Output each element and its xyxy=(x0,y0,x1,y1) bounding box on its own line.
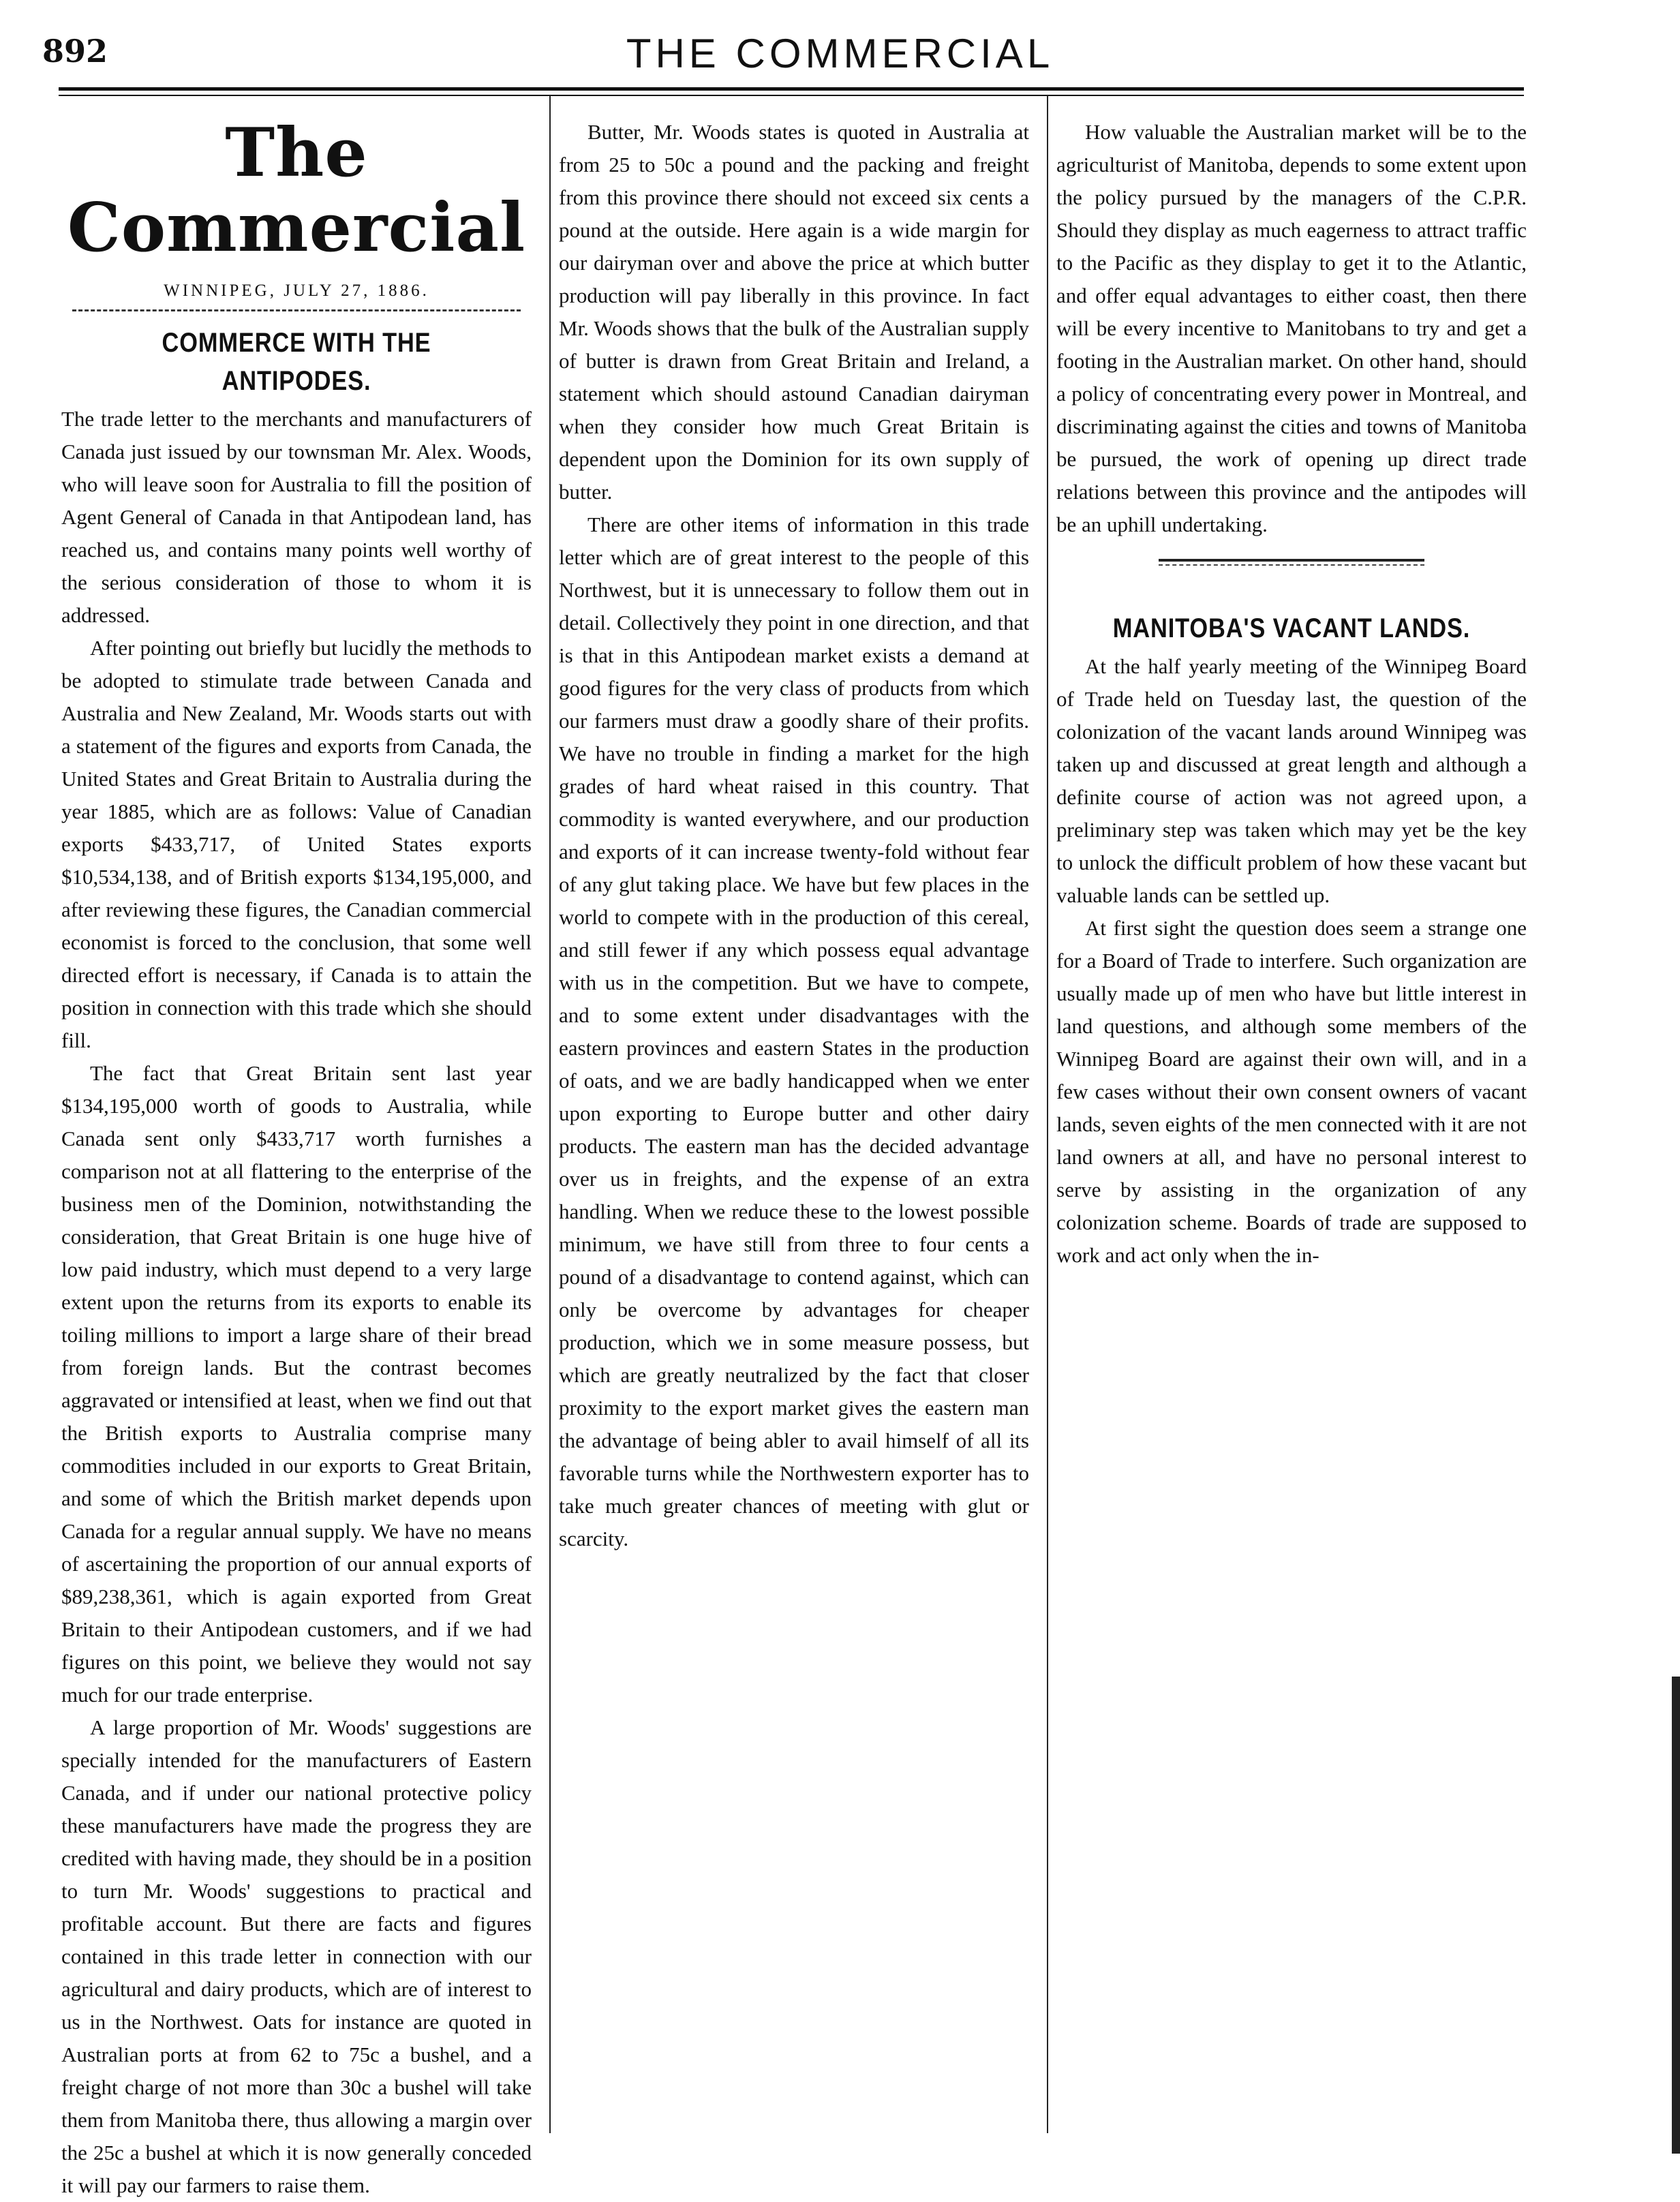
scan-edge-mark xyxy=(1672,1677,1680,2154)
header-rule xyxy=(59,87,1524,96)
article-paragraph: How valuable the Australian market will be to the agriculturist of Manitoba, depends to some extent upon the policy pursued by the managers of the C.P.R. Should they display as much eagerness to attract traffic to the Pacific as they display to get it to the Atlantic, and offer equal advantages to either coast, then there will be every incentive to Manitobans to try and get a footing in the Australian market. On other hand, should a policy of concentrating every power in Montreal, and discriminating against the cities and towns of Manitoba be pursued, the work of opening up direct trade relations between this province and the antipodes will be an uphill undertaking. xyxy=(1056,120,1527,536)
article-paragraph: A large proportion of Mr. Woods' suggestions are specially intended for the manufacturers of Eastern Canada, and if under our national protective policy these manufacturers have made the progress they are credited with having made, they should be in a position to turn Mr. Woods' suggestions to practical and profitable account. But there are facts and figures contained in this trade letter in connection with our agricultural and dairy products, which are of interest to us in the Northwest. Oats for instance are quoted in Australian ports at from 62 to 75c a bushel, and a freight charge of not more than 30c a bushel will take them from Manitoba there, thus allowing a margin over the 25c a bushel at which it is now generally conceded it will pay our farmers to raise them. xyxy=(61,1715,532,2197)
column-rule xyxy=(549,95,551,2133)
article-paragraph: At first sight the question does seem a strange one for a Board of Trade to interfere. Such organization are usually made up of men who have but little interest in land questions, and although some members of the Winnipeg Board are against their own will, and in a few cases without their own consent owners of vacant lands, seven eights of the men connected with it are not land owners at all, and have no personal interest to serve by assisting in the organization of any colonization scheme. Boards of trade are supposed to work and act only when the in- xyxy=(1056,916,1527,1267)
masthead xyxy=(61,116,532,311)
column-1 xyxy=(61,114,532,2197)
article-paragraph: The trade letter to the merchants and manufacturers of Canada just issued by our townsman Mr. Alex. Woods, who will leave soon for Australia to fill the position of Agent General of Canada in that Antipodean land, has reached us, and contains many points well worthy of the serious consideration of those to whom it is addressed. xyxy=(61,407,532,627)
column-2 xyxy=(559,116,1029,2150)
article-paragraph: The fact that Great Britain sent last year $134,195,000 worth of goods to Australia, while Canada sent only $433,717 worth furnishes a comparison not at all flattering to the enterprise of the business men of the Dominion, notwithstanding the consideration, that Great Britain is one huge hive of low paid industry, which must depend to a very large extent upon the returns from its exports to enable its toiling millions to import a large share of their bread from foreign lands. But the contrast becomes aggravated or intensified at least, when we find out that the British exports to Australia comprise many commodities included in our exports to Great Britain, and some of which the British market depends upon Canada for a regular annual supply. We have no means of ascertaining the proportion of our annual exports of $89,238,361, which is again exported from Great Britain to their Antipodean customers, and if we had figures on this point, we believe they would not say much for our trade enterprise. xyxy=(61,1061,532,1707)
running-title: THE COMMERCIAL xyxy=(626,31,1054,76)
masthead-title: The Commercial xyxy=(67,114,526,267)
article-headline: MANITOBA'S VACANT LANDS. xyxy=(1112,613,1471,643)
page-number: 892 xyxy=(42,33,108,70)
article-headline: COMMERCE WITH THE ANTIPODES. xyxy=(162,328,431,396)
article-paragraph: At the half yearly meeting of the Winnipeg Board of Trade held on Tuesday last, the question of the colonization of the vacant lands around Winnipeg was taken up and discussed at great length and although a definite course of action was not agreed upon, a preliminary step was taken which may yet be the key to unlock the difficult problem of how these vacant but valuable lands can be settled up. xyxy=(1056,654,1527,907)
article-paragraph: There are other items of information in this trade letter which are of great interest to the people of this Northwest, but it is unnecessary to follow them out in detail. Collectively they point in one direction, and that is that in this Antipodean market exists a demand at good figures for the very class of products from which our farmers must draw a goodly share of their profits. We have no trouble in finding a market for the high grades of hard wheat raised in this country. That commodity is wanted everywhere, and our production and exports of it can increase twenty-fold without fear of any glut taking place. We have but few places in the world to compete with in the production of this cereal, and still fewer if any which possess equal advantage with us in the competition. But we have to compete, and to some extent under disadvantages with the eastern provinces and eastern States in the production of oats, and we are badly handicapped when we enter upon exporting to Europe butter and other dairy products. The eastern man has the decided advantage over us in freights, and the expense of an extra handling. When we reduce these to the lowest possible minimum, we have still from three to four cents a pound of a disadvantage to contend against, which can only be overcome by advantages for cheaper production, which we in some measure possess, but which are greatly neutralized by the fact that closer proximity to the export market gives the eastern man the advantage of being abler to avail himself of all its favorable turns while the Northwestern exporter has to take much greater chances of meeting with glut or scarcity. xyxy=(559,513,1029,1550)
article-paragraph: After pointing out briefly but lucidly the methods to be adopted to stimulate trade between Canada and Australia and New Zealand, Mr. Woods starts out with a statement of the figures and exports from Canada, the United States and Great Britain to Australia during the year 1885, which are as follows: Value of Canadian exports $433,717, of United States exports $10,534,138, and of British exports $134,195,000, and after reviewing these figures, the Canadian commercial economist is forced to the conclusion, that some well directed effort is necessary, if Canada is to attain the position in connection with this trade which she should fill. xyxy=(61,636,532,1052)
masthead-rule xyxy=(72,309,521,311)
column-rule xyxy=(1047,95,1048,2133)
section-divider xyxy=(1159,559,1424,566)
masthead-dateline: WINNIPEG, JULY 27, 1886. xyxy=(164,281,429,300)
column-3 xyxy=(1056,116,1527,2150)
article-paragraph: Butter, Mr. Woods states is quoted in Australia at from 25 to 50c a pound and the packing and freight from this province there should not exceed six cents a pound at the outside. Here again is a wide margin for our dairyman over and above the price at which butter production will pay liberally in this province. In fact Mr. Woods shows that the bulk of the Australian supply of butter is drawn from Great Britain and Ireland, a statement which should astound Canadian dairyman when they consider how much Great Britain is dependent upon the Dominion for its own supply of butter. xyxy=(559,120,1029,504)
